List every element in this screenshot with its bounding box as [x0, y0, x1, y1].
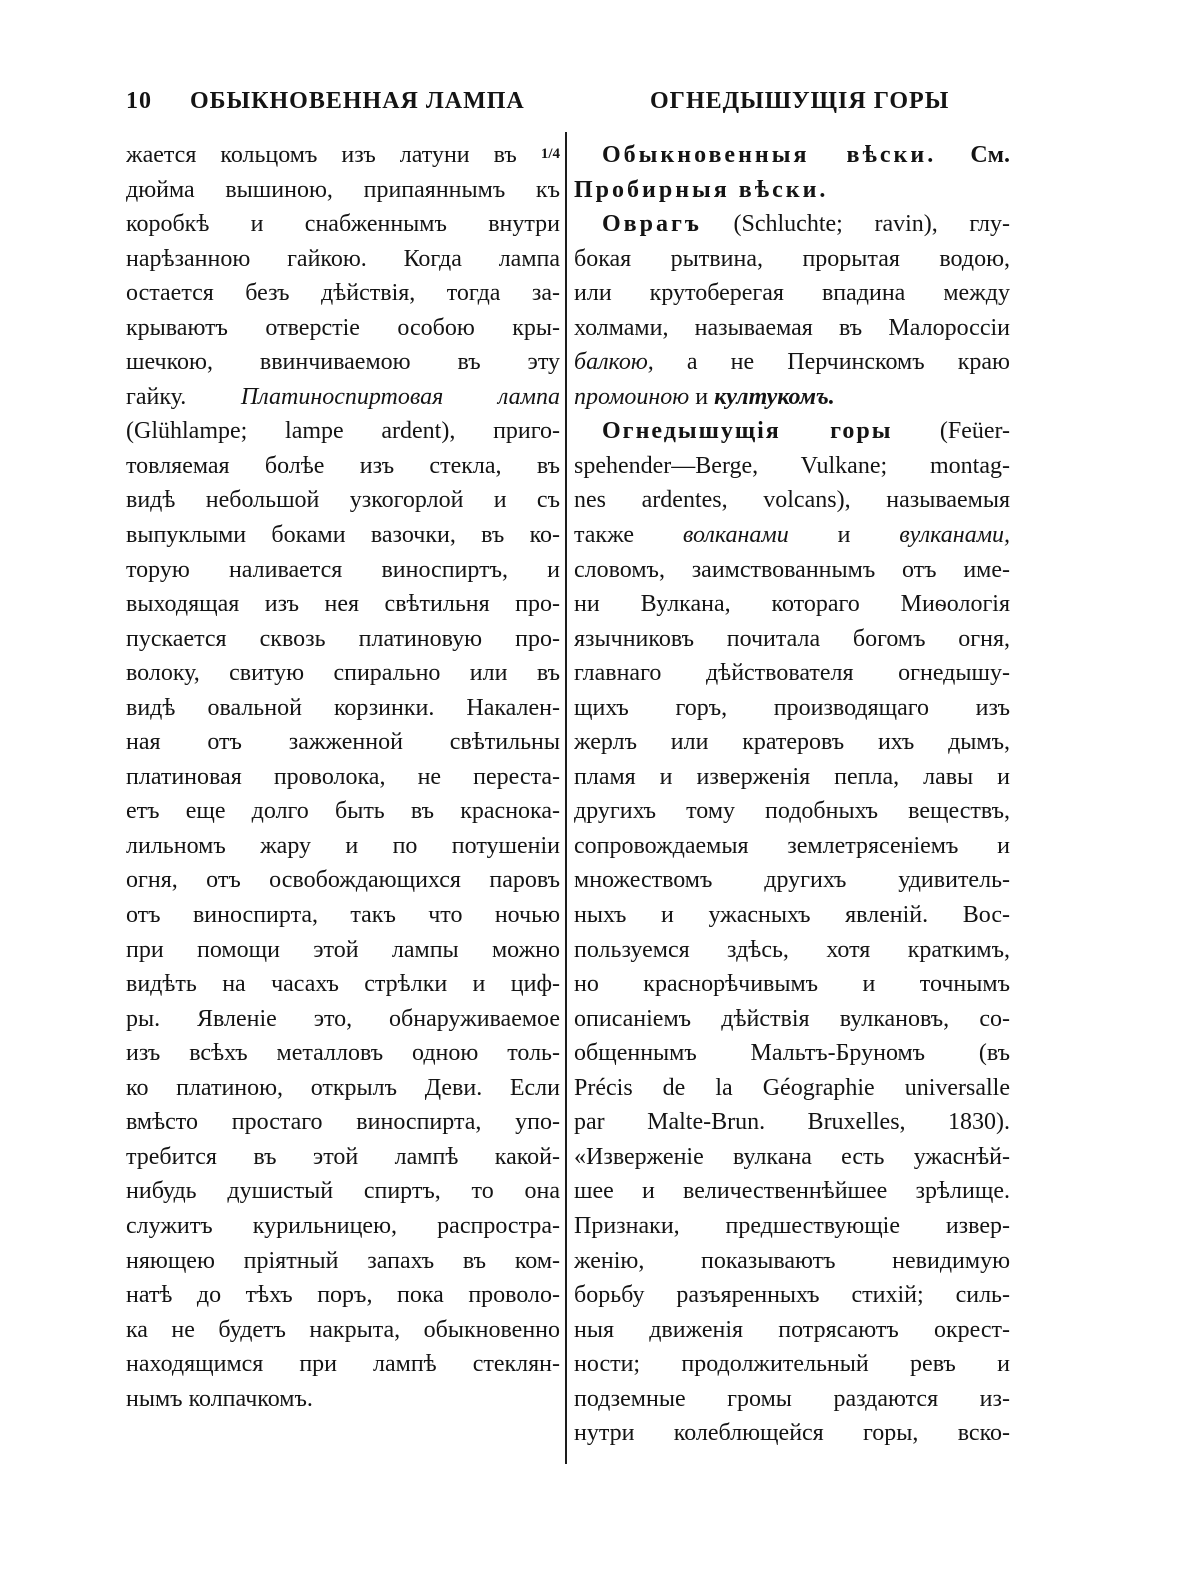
- text-line: par Malte-Brun. Bruxelles, 1830).: [574, 1109, 1010, 1136]
- text-line: находящимся при лампѣ стеклян-: [126, 1351, 560, 1378]
- entry-heading-line: Обыкновенныя вѣски. См.: [602, 142, 1010, 168]
- text-line: ни Вулкана, котораго Миѳологія: [574, 591, 1010, 618]
- text-line: нибудь душистый спиртъ, то она: [126, 1178, 560, 1205]
- text-line: шечкою, ввинчиваемою въ эту: [126, 349, 560, 376]
- entry-term: Обыкновенныя вѣски.: [602, 142, 937, 168]
- italic-term: Платиноспиртовая лампа: [240, 383, 560, 410]
- text-line: жается кольцомъ изъ латуни въ 1/4: [126, 142, 560, 168]
- text-line: пламя и изверженія пепла, лавы и: [574, 763, 1010, 790]
- fraction: 1/4: [540, 146, 560, 162]
- text-line: платиновая проволока, не переста-: [126, 763, 560, 790]
- text-line: нымъ колпачкомъ.: [126, 1385, 313, 1412]
- right-running-title: ОГНЕДЫШУЩІЯ ГОРЫ: [650, 88, 950, 114]
- entry-heading-line: Пробирныя вѣски.: [574, 176, 829, 203]
- text-line: ныхъ и ужасныхъ явленій. Вос-: [574, 902, 1010, 929]
- running-header: [118, 88, 1018, 128]
- entry-term: Огнедышущія горы: [602, 418, 893, 445]
- text-line: общеннымъ Мальтъ-Бруномъ (въ: [574, 1040, 1010, 1067]
- text-line: «Изверженіе вулкана есть ужаснѣй-: [574, 1143, 1010, 1170]
- text-line: язычниковъ почитала богомъ огня,: [574, 625, 1010, 652]
- text-line: огня, отъ освобождающихся паровъ: [126, 867, 560, 894]
- text-line: Précis de la Géographie universalle: [574, 1074, 1010, 1101]
- text-line: подземные громы раздаются из-: [574, 1385, 1010, 1412]
- left-column: [126, 138, 560, 1416]
- text-line: натѣ до тѣхъ поръ, пока проволо-: [126, 1282, 560, 1309]
- text-line: Признаки, предшествующіе извер-: [574, 1212, 1010, 1239]
- text-line: также волканами и вулканами,: [574, 522, 1010, 549]
- text-line: пользуемся здѣсь, хотя краткимъ,: [574, 936, 1010, 963]
- text-line: волоку, свитую спирально или въ: [126, 660, 560, 687]
- text-line: выпуклыми боками вазочки, въ ко-: [126, 522, 560, 549]
- text-line: крываютъ отверстіе особою кры-: [126, 314, 560, 341]
- right-column: [574, 138, 1010, 1451]
- text-line: женію, показываютъ невидимую: [574, 1247, 1010, 1274]
- text-line: нутри колеблющейся горы, вско-: [574, 1420, 1010, 1447]
- text-line: коробкѣ и снабженнымъ внутри: [126, 211, 560, 238]
- text-line: нарѣзанною гайкою. Когда лампа: [126, 245, 560, 272]
- text-line: щихъ горъ, производящаго изъ: [574, 694, 1010, 721]
- text-line: служитъ курильницею, распростра-: [126, 1212, 560, 1239]
- text-line: балкою, а не Перчинскомъ краю: [574, 349, 1010, 376]
- text-line: ная отъ зажженной свѣтильны: [126, 729, 560, 756]
- text-line: главнаго дѣйствователя огнедышу-: [574, 660, 1010, 687]
- text-line: отъ виноспирта, такъ что ночью: [126, 902, 560, 929]
- text-line: видѣть на часахъ стрѣлки и циф-: [126, 971, 560, 998]
- text-line: пускается сквозь платиновую про-: [126, 625, 560, 652]
- text-line: товляемая болѣе изъ стекла, въ: [126, 452, 560, 479]
- text-line: требится въ этой лампѣ какой-: [126, 1143, 560, 1170]
- text-line: но краснорѣчивымъ и точнымъ: [574, 971, 1010, 998]
- text-line: ныя движенія потрясаютъ окрест-: [574, 1316, 1010, 1343]
- text-line: жерлъ или кратеровъ ихъ дымъ,: [574, 729, 1010, 756]
- column-divider: [565, 132, 567, 1464]
- text-line: или крутоберегая впадина между: [574, 280, 1010, 307]
- text-line: гайку. Платиноспиртовая лампа: [126, 383, 560, 410]
- text-line: лильномъ жару и по потушеніи: [126, 832, 560, 859]
- text-line: бокая рытвина, прорытая водою,: [574, 245, 1010, 272]
- text-line: холмами, называемая въ Малороссіи: [574, 314, 1010, 341]
- text-line: множествомъ другихъ удивитель-: [574, 867, 1010, 894]
- text-line: видѣ небольшой узкогорлой и съ: [126, 487, 560, 514]
- text-line: spehender—Berge, Vulkane; montag-: [574, 452, 1010, 479]
- text-line: вмѣсто простаго виноспирта, упо-: [126, 1109, 560, 1136]
- text-line: ко платиною, открылъ Деви. Если: [126, 1074, 560, 1101]
- text-line: (Glühlampe; lampe ardent), приго-: [126, 418, 560, 445]
- text-line: словомъ, заимствованнымъ отъ име-: [574, 556, 1010, 583]
- text-line: при помощи этой лампы можно: [126, 936, 560, 963]
- text-line: промоиною и култукомъ.: [574, 383, 835, 410]
- text-line: торую наливается виноспиртъ, и: [126, 556, 560, 583]
- text-line: видѣ овальной корзинки. Накален-: [126, 694, 560, 721]
- entry-heading-line: Оврагъ (Schluchte; ravin), глу-: [602, 211, 1010, 238]
- text-line: ности; продолжительный ревъ и: [574, 1351, 1010, 1378]
- text-line: остается безъ дѣйствія, тогда за-: [126, 280, 560, 307]
- text-line: изъ всѣхъ металловъ одною толь-: [126, 1040, 560, 1067]
- text-line: nes ardentes, volcans), называемыя: [574, 487, 1010, 514]
- entry-term: Оврагъ: [602, 211, 702, 238]
- text-line: няющею пріятный запахъ въ ком-: [126, 1247, 560, 1274]
- text-line: шее и величественнѣйшее зрѣлище.: [574, 1178, 1010, 1205]
- text-line: борьбу разъяренныхъ стихій; силь-: [574, 1282, 1010, 1309]
- left-running-title: ОБЫКНОВЕННАЯ ЛАМПА: [190, 88, 525, 114]
- text-line: выходящая изъ нея свѣтильня про-: [126, 591, 560, 618]
- text-line: описаніемъ дѣйствія вулкановъ, со-: [574, 1005, 1010, 1032]
- text-line: ка не будетъ накрыта, обыкновенно: [126, 1316, 560, 1343]
- text-line: ры. Явленіе это, обнаруживаемое: [126, 1005, 560, 1032]
- page-number: 10: [126, 88, 152, 114]
- text-line: етъ еще долго быть въ краснока-: [126, 798, 560, 825]
- text-line: сопровождаемыя землетрясеніемъ и: [574, 832, 1010, 859]
- text-line: другихъ тому подобныхъ веществъ,: [574, 798, 1010, 825]
- text-line: дюйма вышиною, припаяннымъ къ: [126, 176, 560, 203]
- entry-heading-line: Огнедышущія горы (Feüer-: [602, 418, 1010, 445]
